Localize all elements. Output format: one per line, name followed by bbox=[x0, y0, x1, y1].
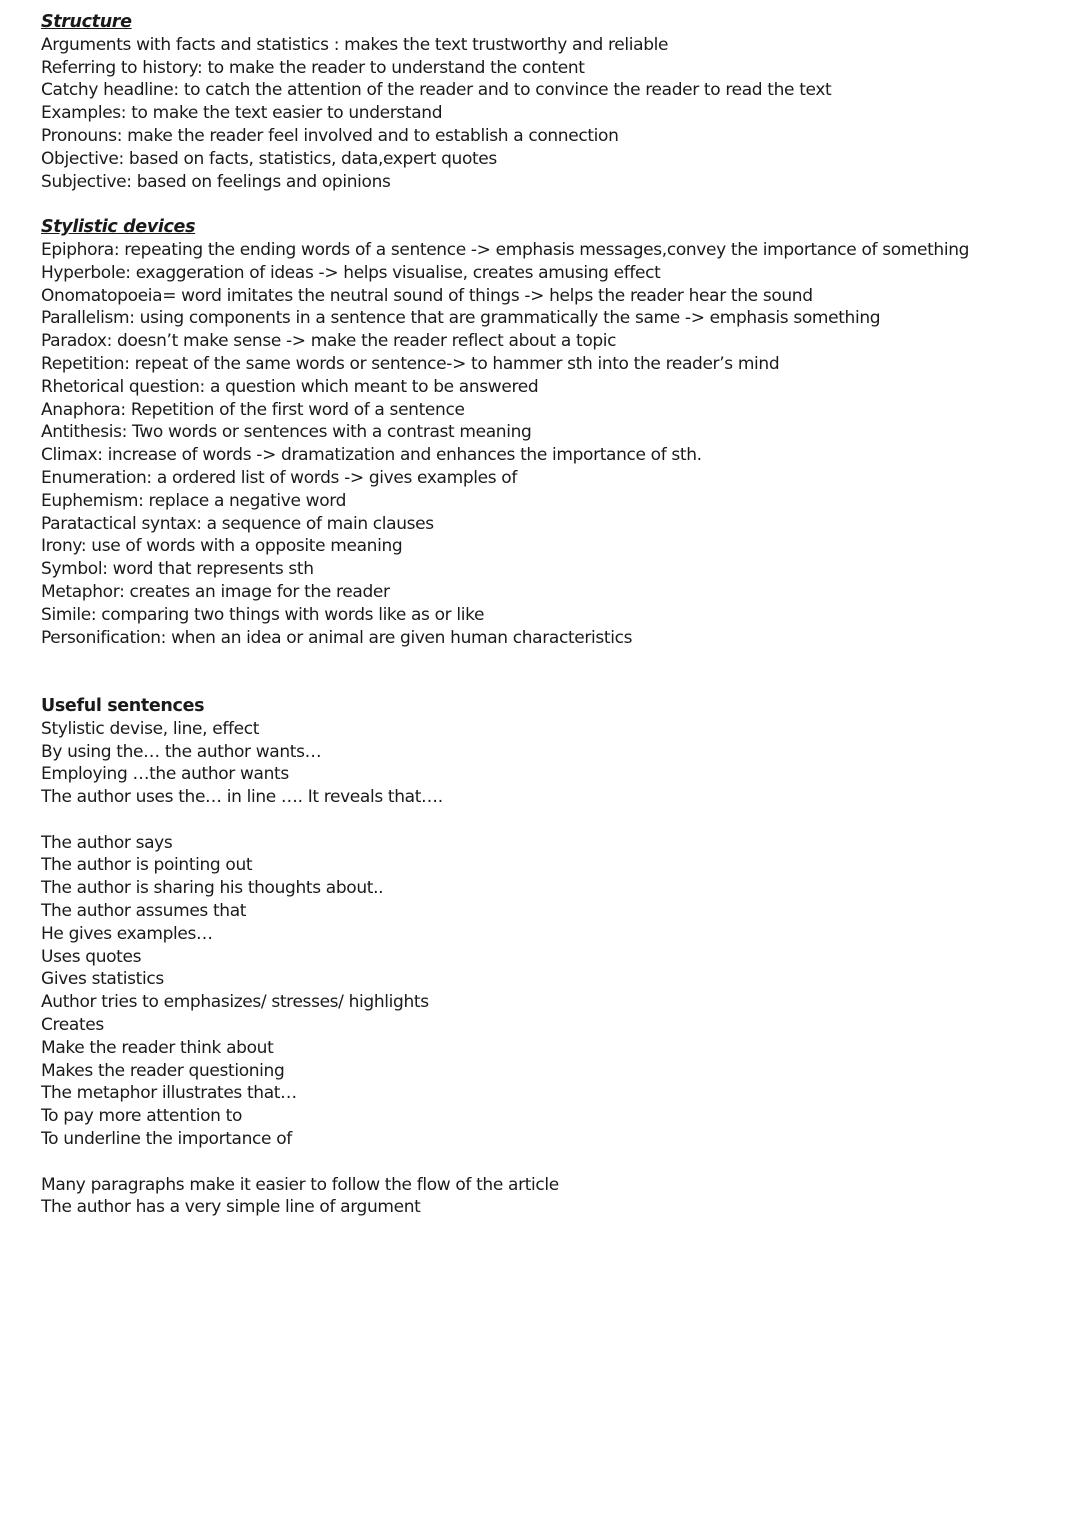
stylistic-device-line: Personification: when an idea or animal are given human characteristics bbox=[41, 627, 633, 648]
stylistic-device-line: Repetition: repeat of the same words or sentence-> to hammer sth into the reader’s mind bbox=[41, 353, 780, 374]
stylistic-device-line: Simile: comparing two things with words like as or like bbox=[41, 604, 485, 625]
useful-sentence-line: The author is pointing out bbox=[41, 855, 253, 876]
useful-sentence-line: Make the reader think about bbox=[41, 1037, 274, 1058]
useful-sentence-line: He gives examples… bbox=[41, 923, 213, 944]
structure-line: Examples: to make the text easier to understand bbox=[41, 103, 443, 124]
spacer bbox=[41, 649, 1061, 695]
useful-sentence-line: The author has a very simple line of argument bbox=[41, 1197, 421, 1218]
stylistic-device-line: Rhetorical question: a question which meant to be answered bbox=[41, 376, 539, 397]
document-page bbox=[41, 11, 1061, 1219]
spacer bbox=[41, 193, 1061, 216]
stylistic-devices-section bbox=[41, 216, 1061, 649]
structure-line: Arguments with facts and statistics : makes the text trustworthy and reliable bbox=[41, 34, 669, 55]
useful-sentence-line: Stylistic devise, line, effect bbox=[41, 718, 260, 739]
useful-sentence-line: The author uses the… in line …. It reveals that…. bbox=[41, 787, 443, 808]
useful-sentence-line: Uses quotes bbox=[41, 946, 142, 967]
useful-sentence-line: The author assumes that bbox=[41, 901, 247, 922]
stylistic-device-line: Euphemism: replace a negative word bbox=[41, 490, 347, 511]
stylistic-device-line: Hyperbole: exaggeration of ideas -> helps visualise, creates amusing effect bbox=[41, 262, 661, 283]
stylistic-devices-heading: Stylistic devices bbox=[41, 217, 196, 238]
stylistic-device-line: Metaphor: creates an image for the reader bbox=[41, 581, 390, 602]
spacer bbox=[41, 809, 1061, 832]
structure-line: Catchy headline: to catch the attention of the reader and to convince the reader to read the text bbox=[41, 80, 832, 101]
useful-sentence-line: The author is sharing his thoughts about.. bbox=[41, 878, 384, 899]
structure-line: Objective: based on facts, statistics, data,expert quotes bbox=[41, 148, 497, 169]
structure-line: Pronouns: make the reader feel involved and to establish a connection bbox=[41, 125, 619, 146]
structure-section bbox=[41, 11, 1061, 193]
spacer bbox=[41, 1151, 1061, 1174]
useful-sentences-section bbox=[41, 695, 1061, 1219]
stylistic-device-line: Anaphora: Repetition of the first word of a sentence bbox=[41, 399, 465, 420]
structure-heading: Structure bbox=[41, 12, 132, 32]
structure-line: Subjective: based on feelings and opinions bbox=[41, 171, 391, 192]
useful-sentence-line: Makes the reader questioning bbox=[41, 1060, 285, 1081]
stylistic-device-line: Climax: increase of words -> dramatization and enhances the importance of sth. bbox=[41, 445, 702, 466]
structure-line: Referring to history: to make the reader to understand the content bbox=[41, 57, 585, 78]
useful-sentences-heading: Useful sentences bbox=[41, 695, 205, 716]
useful-sentence-line: The metaphor illustrates that… bbox=[41, 1083, 297, 1104]
useful-sentence-line: Creates bbox=[41, 1015, 104, 1036]
useful-sentence-line: To pay more attention to bbox=[41, 1106, 243, 1127]
stylistic-device-line: Onomatopoeia= word imitates the neutral sound of things -> helps the reader hear the sound bbox=[41, 285, 813, 306]
useful-sentence-line: The author says bbox=[41, 832, 173, 853]
stylistic-device-line: Enumeration: a ordered list of words -> gives examples of bbox=[41, 467, 517, 488]
useful-sentence-line: To underline the importance of bbox=[41, 1129, 292, 1150]
stylistic-device-line: Paratactical syntax: a sequence of main clauses bbox=[41, 513, 434, 534]
useful-sentence-line: Many paragraphs make it easier to follow the flow of the article bbox=[41, 1174, 559, 1195]
stylistic-device-line: Epiphora: repeating the ending words of a sentence -> emphasis messages,convey the importance of something bbox=[41, 239, 970, 260]
useful-sentence-line: Gives statistics bbox=[41, 969, 164, 990]
stylistic-device-line: Irony: use of words with a opposite meaning bbox=[41, 536, 403, 557]
stylistic-device-line: Parallelism: using components in a sentence that are grammatically the same -> emphasis something bbox=[41, 308, 881, 329]
useful-sentence-line: Author tries to emphasizes/ stresses/ highlights bbox=[41, 992, 429, 1013]
useful-sentence-line: By using the… the author wants… bbox=[41, 741, 322, 762]
useful-sentence-line: Employing …the author wants bbox=[41, 764, 289, 785]
stylistic-device-line: Antithesis: Two words or sentences with a contrast meaning bbox=[41, 422, 532, 443]
stylistic-device-line: Symbol: word that represents sth bbox=[41, 559, 314, 580]
stylistic-device-line: Paradox: doesn’t make sense -> make the reader reflect about a topic bbox=[41, 331, 617, 352]
